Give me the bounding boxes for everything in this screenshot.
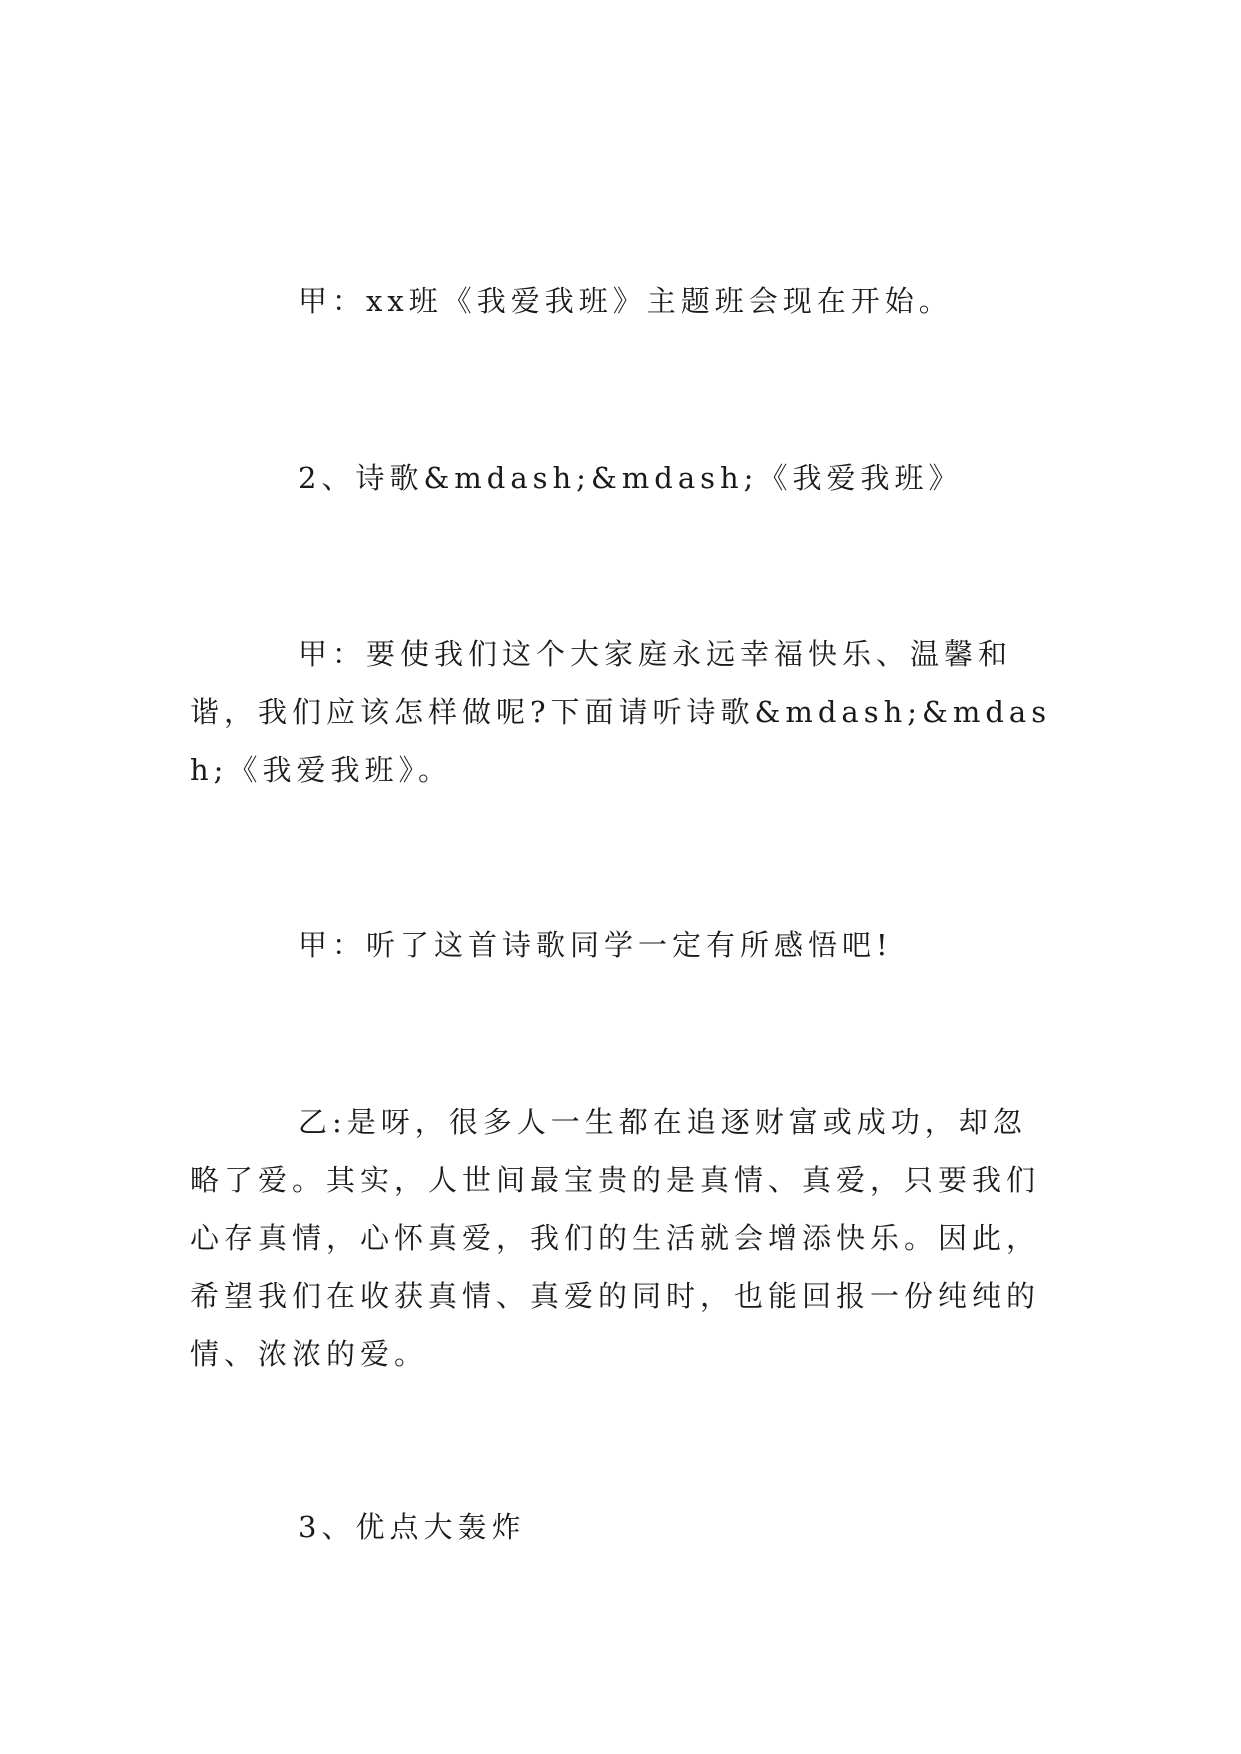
paragraph-poem-intro: 甲：要使我们这个大家庭永远幸福快乐、温馨和谐，我们应该怎样做呢?下面请听诗歌&mdash;&mdash;《我爱我班》。 xyxy=(190,637,1052,787)
section-heading-strengths: 3、优点大轰炸 xyxy=(298,1510,526,1544)
paragraph-reflection: 甲：听了这首诗歌同学一定有所感悟吧! xyxy=(298,928,893,962)
section-heading-poem: 2、诗歌&mdash;&mdash;《我爱我班》 xyxy=(298,461,963,495)
paragraph-opening: 甲：xx班《我爱我班》主题班会现在开始。 xyxy=(298,284,953,318)
paragraph-response: 乙:是呀，很多人一生都在追逐财富或成功，却忽略了爱。其实，人世间最宝贵的是真情、真爱，只要我们心存真情，心怀真爱，我们的生活就会增添快乐。因此，希望我们在收获真情、真爱的同时，也能回报一份纯纯的情、浓浓的爱。 xyxy=(190,1105,1041,1371)
